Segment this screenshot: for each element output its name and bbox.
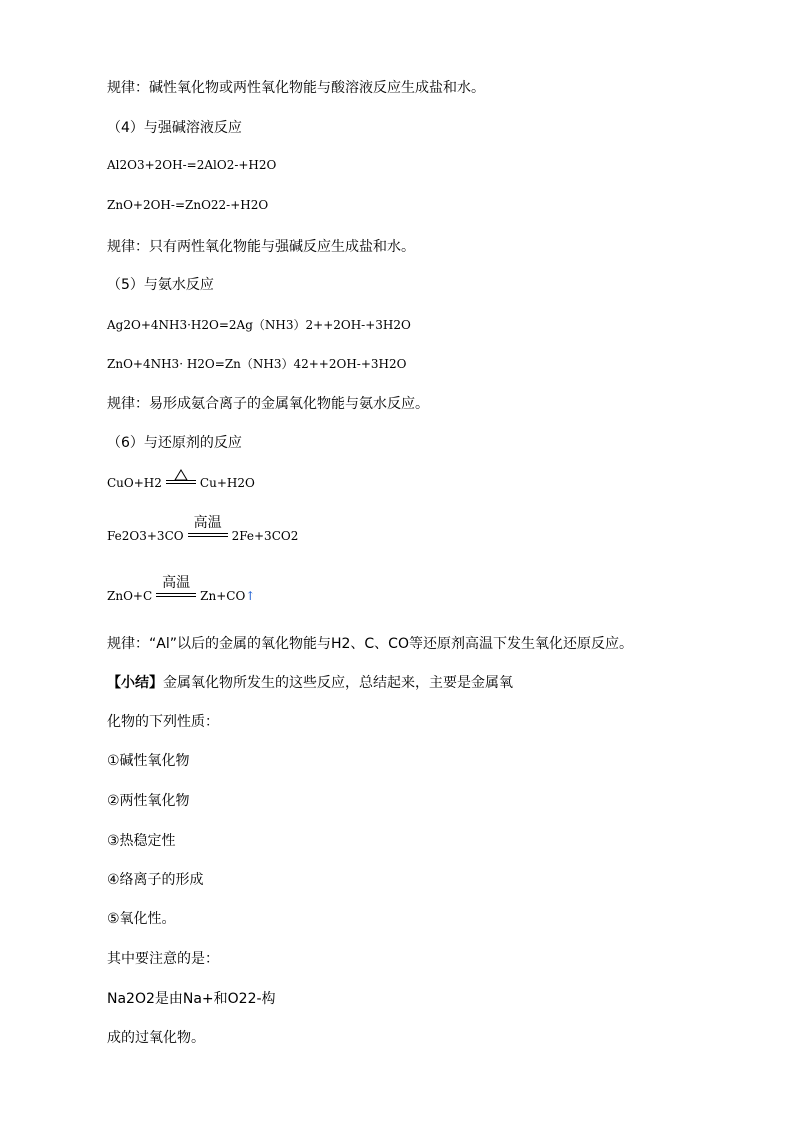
list-item: ⑤氧化性。 xyxy=(107,911,176,927)
equation-left: ZnO+C xyxy=(107,589,153,603)
list-item: ④络离子的形成 xyxy=(107,872,204,888)
equation-ag2o-ammonia: Ag2O+4NH3·H2O=2Ag（NH3）2++2OH-+3H2O xyxy=(107,318,411,332)
heat-condition xyxy=(166,475,196,487)
condition-label: 高温 xyxy=(193,515,222,531)
heading-strong-base: （4）与强碱溶液反应 xyxy=(107,120,242,136)
rule-strong-base: 规律：只有两性氧化物能与强碱反应生成盐和水。 xyxy=(107,239,415,255)
list-item: ①碱性氧化物 xyxy=(107,753,190,769)
heading-ammonia: （5）与氨水反应 xyxy=(107,277,214,293)
gas-arrow-icon: ↑ xyxy=(245,589,256,603)
equation-zno-base: ZnO+2OH-=ZnO22-+H2O xyxy=(107,198,269,212)
list-item: ②两性氧化物 xyxy=(107,793,190,809)
equation-zno-c xyxy=(107,575,256,603)
rule-reductant: 规律：“Al”以后的金属的氧化物能与H2、C、CO等还原剂高温下发生氧化还原反应。 xyxy=(107,636,633,652)
equation-right: Cu+H2O xyxy=(199,476,255,490)
list-item: ③热稳定性 xyxy=(107,833,176,849)
summary-continued: 化物的下列性质： xyxy=(107,714,219,730)
summary-text: 金属氧化物所发生的这些反应，总结起来，主要是金属氧 xyxy=(163,675,513,691)
equation-left: CuO+H2 xyxy=(107,476,162,490)
equation-right: Zn+CO xyxy=(200,589,246,603)
equation-zno-ammonia: ZnO+4NH3· H2O=Zn（NH3）42++2OH-+3H2O xyxy=(107,357,407,371)
note-line: 成的过氧化物。 xyxy=(107,1030,205,1046)
equation-right: 2Fe+3CO2 xyxy=(231,529,299,543)
note-heading: 其中要注意的是： xyxy=(107,951,219,967)
condition-label: 高温 xyxy=(162,575,191,591)
equation-left: Fe2O3+3CO xyxy=(107,529,184,543)
note-line: Na2O2是由Na+和O22-构 xyxy=(107,991,276,1007)
rule-acid: 规律：碱性氧化物或两性氧化物能与酸溶液反应生成盐和水。 xyxy=(107,80,485,96)
summary xyxy=(107,672,513,692)
heading-reductant: （6）与还原剂的反应 xyxy=(107,435,242,451)
high-temp-condition xyxy=(156,575,196,600)
rule-ammonia: 规律：易形成氨合离子的金属氧化物能与氨水反应。 xyxy=(107,396,429,412)
high-temp-condition xyxy=(188,515,228,540)
equation-cuo-h2 xyxy=(107,475,255,490)
equation-al2o3-base: Al2O3+2OH-=2AlO2-+H2O xyxy=(107,158,277,172)
equation-fe2o3-co xyxy=(107,515,299,543)
summary-tag: 【小结】 xyxy=(107,675,163,691)
